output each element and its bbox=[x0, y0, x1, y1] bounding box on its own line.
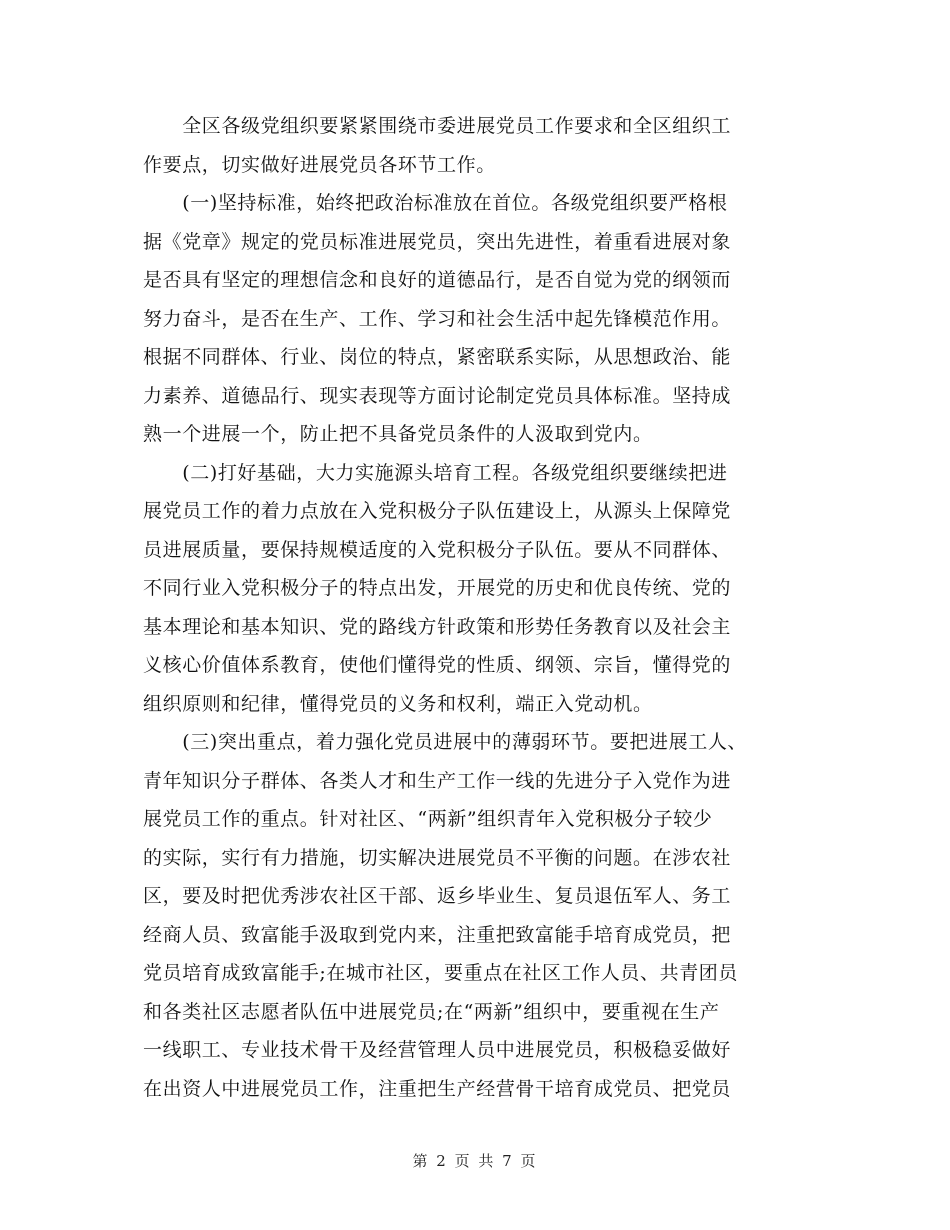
page-number-footer: 第 2 页 共 7 页 bbox=[412, 1152, 538, 1170]
text-line: 一线职工、专业技术骨干及经营管理人员中进展党员，积极稳妥做好 bbox=[143, 1039, 732, 1061]
text-line: 不同行业入党积极分子的特点出发，开展党的历史和优良传统、党的 bbox=[143, 577, 732, 599]
text-line: 和各类社区志愿者队伍中进展党员;在“两新”组织中，要重视在生产 bbox=[143, 1000, 720, 1023]
text-line: (三)突出重点，着力强化党员进展中的薄弱环节。要把进展工人、 bbox=[143, 731, 748, 753]
text-line: 全区各级党组织要紧紧围绕市委进展党员工作要求和全区组织工 bbox=[143, 115, 732, 137]
text-line: 展党员工作的着力点放在入党积极分子队伍建设上，从源头上保障党 bbox=[143, 500, 732, 522]
text-line: 经商人员、致富能手汲取到党内来，注重把致富能手培育成党员，把 bbox=[143, 923, 732, 946]
text-line: 青年知识分子群体、各类人才和生产工作一线的先进分子入党作为进 bbox=[143, 769, 732, 792]
text-line: 熟一个进展一个，防止把不具备党员条件的人汲取到党内。 bbox=[143, 423, 653, 445]
text-line: 党员培育成致富能手;在城市社区，要重点在社区工作人员、共青团员 bbox=[143, 962, 739, 984]
text-line: 组织原则和纪律，懂得党员的义务和权利，端正入党动机。 bbox=[143, 692, 653, 715]
text-line: 区，要及时把优秀涉农社区干部、返乡毕业生、复员退伍军人、务工 bbox=[143, 885, 732, 907]
text-line: 作要点，切实做好进展党员各环节工作。 bbox=[143, 153, 496, 176]
text-line: 员进展质量，要保持规模适度的入党积极分子队伍。要从不同群体、 bbox=[143, 538, 732, 561]
text-line: 在出资人中进展党员工作，注重把生产经营骨干培育成党员、把党员 bbox=[143, 1077, 732, 1100]
text-line: 根据不同群体、行业、岗位的特点，紧密联系实际，从思想政治、能 bbox=[143, 346, 732, 368]
text-line: (二)打好基础，大力实施源头培育工程。各级党组织要继续把进 bbox=[143, 461, 728, 484]
text-line: 据《党章》规定的党员标准进展党员，突出先进性，着重看进展对象 bbox=[143, 230, 732, 253]
text-line: 展党员工作的重点。针对社区、“两新”组织青年入党积极分子较少 bbox=[143, 808, 713, 830]
text-line: 义核心价值体系教育，使他们懂得党的性质、纲领、宗旨，懂得党的 bbox=[143, 654, 732, 676]
text-line: 基本理论和基本知识、党的路线方针政策和形势任务教育以及社会主 bbox=[143, 615, 732, 638]
text-line: 努力奋斗，是否在生产、工作、学习和社会生活中起先锋模范作用。 bbox=[143, 307, 732, 330]
text-line: (一)坚持标准，始终把政治标准放在首位。各级党组织要严格根 bbox=[143, 192, 728, 214]
text-line: 是否具有坚定的理想信念和良好的道德品行，是否自觉为党的纲领而 bbox=[143, 269, 732, 291]
text-line: 的实际，实行有力措施，切实解决进展党员不平衡的问题。在涉农社 bbox=[143, 846, 732, 869]
document-body bbox=[143, 107, 808, 1108]
text-line: 力素养、道德品行、现实表现等方面讨论制定党员具体标准。坚持成 bbox=[143, 384, 732, 407]
